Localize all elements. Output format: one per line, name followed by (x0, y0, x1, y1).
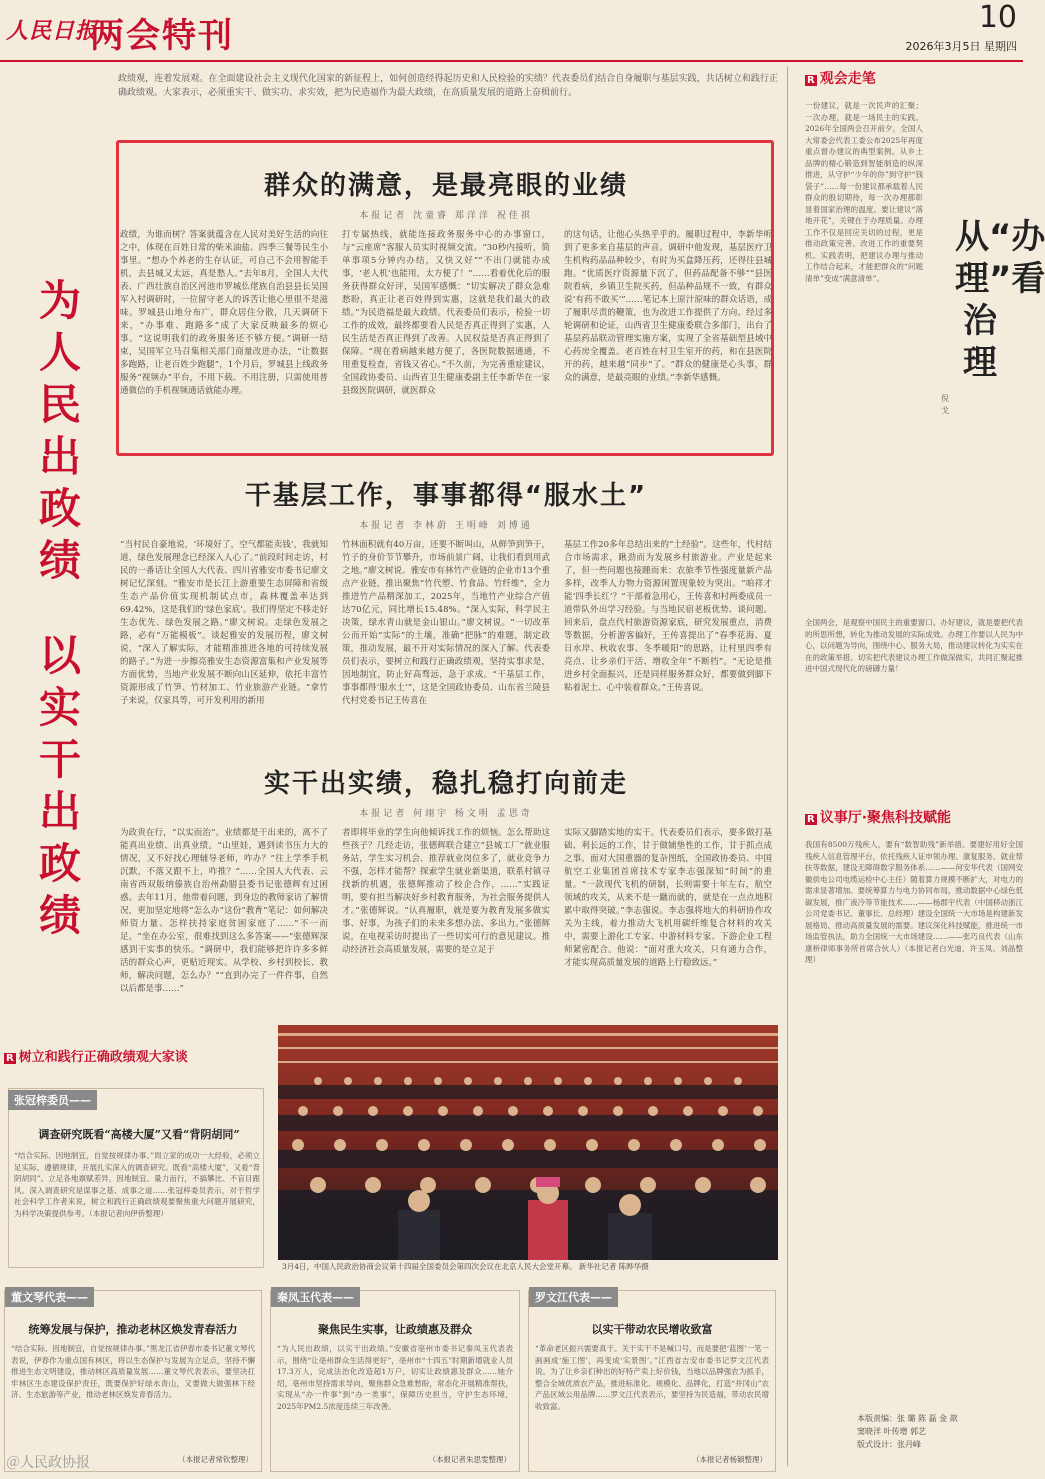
section-header: R 观会走笔 (807, 71, 876, 87)
page-number: 10 (978, 0, 1017, 35)
column-divider (787, 66, 788, 1466)
commentary-text: 一份建议，就是一次民声的汇聚；一次办理，就是一场民主的实践。2026年全国两会召开前夕，全国人大常委会代表工委公布2025年再度重点督办建议的典型案例。从乡土品牌的精心锻造到智能制造的纵深推进，从守护“少年的你”到守护“钱袋子”……每一份建议都承载着人民群众的殷切期待，每一次办理都彰显着国家治理的温度。要让建议“落地开花”，关键在于办理质量。办理工作不仅是回应关切的过程，更是推动政策完善、改进工作的重要契机。实践表明，把建议办理与推动工作结合起来，才能把群众的“问题清单”变成“满意清单”。 (805, 101, 923, 283)
editor-credits: 本版责编：张 璐 陈 磊 金 歆 窦晓洋 叶传增 郭艺 版式设计：张丹峰 (857, 1414, 958, 1449)
article-3 (120, 763, 772, 1023)
yishi-section (805, 807, 1023, 966)
bottom-box-1 (4, 1290, 262, 1472)
article-byline: 本报记者 何翊宇 杨文明 孟思奇 (359, 809, 533, 819)
article-byline: 本报记者 沈童睿 郑洋洋 祝佳祺 (359, 211, 533, 221)
bottom-box-2 (270, 1290, 520, 1472)
publication-date: 2026年3月5日 星期四 (905, 40, 1017, 53)
bottom-box-3 (528, 1290, 776, 1472)
newspaper-logo: 人民日报 (6, 18, 99, 44)
photo-caption: 3月4日，中国人民政治协商会议第十四届全国委员会第四次会议在北京人民大会堂开幕。 新华社记者 陈晔华摄 (282, 1262, 649, 1271)
representative-tab: 罗文江代表—— (529, 1287, 618, 1307)
section-mark-icon: R (807, 814, 815, 825)
article-title: 群众的满意，是最亮眼的业绩 (263, 171, 628, 201)
article-column: 的这句话，让他心头热乎乎的。履职过程中，李新华听到了更多来自基层的声音。调研中他发现，基层医疗卫生机构药品品种较少，有时为买盒降压药，还得往县城跑。“优质医疗资源量下沉了，但药品配备不够”“县医院看病，乡镇卫生院买药，但品种品规不一致，有群众说‘有药不敢买’”……笔记本上原汁原味的群众话语，成了履职尽责的鞭策，也为改进工作提供了方向。经过多轮调研和论证，山西省卫生健康委联合多部门，出台了基层药品联动管理实施方案，实现了全省基础型县域中心药房全覆盖。老百姓在村卫生室开的药，和在县医院开的药，越来越“同步”了。“群众的健康是心头事，群众的满意，是最亮眼的业绩。”李新华感慨。 (564, 230, 772, 383)
representative-tab: 秦凤玉代表—— (271, 1287, 360, 1307)
bottom-box-signature: （本报记者朱思雯整理） (428, 1455, 511, 1464)
bottom-box-title: 统筹发展与保护，推动老林区焕发青春活力 (28, 1323, 238, 1336)
bottom-box-title: 聚焦民生实事，让政绩惠及群众 (318, 1323, 472, 1336)
bottom-box-signature: （本报记者杨颖整理） (692, 1455, 767, 1464)
side-discussion-box (4, 1046, 272, 1274)
article-column: 实际又脚踏实地的实干。代表委员们表示，要多做打基础、利长远的工作，甘于做铺垫性的工作，甘于抓点成之事。面对大国重器的复杂图纸，全国政协委员、中国航空工业集团首席技术专家李志强深知“时间”的重量。“一款现代飞机的研制，长则需要十年左右，航空领域的攻关，从来不是一蹴而就的，就是在一点点地积累中取得突破。”李志强说。李志强将地大的科研协作攻关为主线，着力推动大飞机用碳纤维复合材料的攻关中，需要上游化工专家、中游材料专家、下游企业工程师紧密配合。他说：“面对重大攻关，只有通力合作，才能实现高质量发展的道路上行稳致远。” (564, 828, 772, 968)
vertical-title-1: 为人民出政绩 (38, 276, 81, 585)
section-mark-icon: R (6, 1053, 14, 1064)
commentary-section (805, 68, 1045, 415)
bottom-box-signature: （本报记者常钦整理） (178, 1455, 253, 1464)
bottom-box-text: “革命老区振兴需要真干。关干实干不是喊口号，而是要把‘蓝图’一笔一画画成‘施工图’，再变成‘实景图’。”江西省吉安市委书记罗文江代表说。为了让乡亲们种出的好特产卖上好价钱，当地以品牌强农为抓手，整合全域优质农产品，推进标准化、规模化、品牌化，打造“井冈山”农产品区域公用品牌……罗文江代表表示，要坚持为民造福，带动农民增收致富。 (535, 1344, 769, 1411)
article-column: 竹林面积就有40万亩，还要不断叫山，从鲜笋到笋干，竹子的身价节节攀升，市场前景广阔，让我们看到用武之地。”廖文树说。雅安市有林竹产业链的企业市13个重点产业链，推出聚焦“竹代塑、竹食品、竹纤维”，全力推进竹产品精深加工，2025年，当地竹产业综合产值达70亿元，同比增长15.48%。“深入实际，科学民主决策，绿水青山就是金山银山。”廖文树说。“一切改革公而开始“实际”的土壤，准确“把脉”的难题，制定政策，推动发展，最不开对实际情况的深入了解。代表委员们表示，要树立和践行正确政绩观，坚持实事求是，因地制宜，防止好高骛远，急于求成。“干基层工作，事事都得‘服水土’”，这是全国政协委员、山东省兰陵县代村党委书记王传喜在 (342, 540, 550, 706)
article-column: 基层工作20多年总结出来的“土经验”。这些年，代村结合市场需求，瞅劲而为发展乡村旅游业。产业是起来了，但一些问题也接踵而来：农旅季节性强度量新产品多样，改季人力物力资源闲置现象较为突出。“咱祥才能‘四季长红’？”干部着急用心，王传喜和村两委成员一道带队外出学习经验。与当地民宿老板优势、谈问题。回来后，盘点代村旅游资源家底，研究发展重点，消费等数据，分析游客偏好，王传喜提出了“春季花海、夏日水岸、秋收农事、冬季暖阳”的思路，让村里四季有亮点、让乡亲们干活、增收全年“不断档”。“无论是推进乡村全面振兴，还是同样服务群众好，都要做到脚下粘着泥土、心中装着群众。”王传喜说。 (564, 540, 772, 693)
news-photo (278, 1025, 778, 1260)
article-title: 实干出实绩，稳扎稳打向前走 (263, 769, 628, 799)
assembly-photo-image (278, 1025, 778, 1260)
watermark: ＠人民政协报 (6, 1455, 90, 1471)
yishi-text: 我国有8500万残疾人，要有“数智助残”新举措。要建好用好全国残疾人信息管理平台，依托残疾人证申领办理、康复服务、就业帮扶等数据，建设无障碍数字服务体系……——何安华代表（国网安徽供电公司电缆运检中心主任）随着算力规模不断扩大，对电力的需求显著增加。要统筹算力与电力协同布局，推动数据中心绿色低碳发展，推广液冷等节能技术……——杨郡宇代表（中国移动浙江公司党委书记、董事长、总经理）建设全国统一大市场是构建新发展格局、推动高质量发展的需要。建议深化科技赋能，推进统一市场监管执法，助力全国统一大市场建设……——张巧良代表（山东康桥律师事务所首席合伙人）（本报记者白光迪、许玉凤、刘晶整理） (805, 840, 1023, 964)
lead-paragraph: 政绩观，连着发展观。在全面建设社会主义现代化国家的新征程上，如何创造经得起历史和人民检验的实绩？代表委员们结合自身履职与基层实践，共话树立和践行正确政绩观。大家表示，必须重实干、做实功、求实效，把为民造福作为最大政绩，在高质量发展的道路上奋楫前行。 (118, 74, 778, 98)
representative-tab: 董文琴代表—— (5, 1287, 94, 1307)
article-column: 打专属热线，就能连接政务服务中心的办事窗口，与“云座席”客服人员实时视频交流。“30秒内接听，简单事项5分钟内办结，又快又好”“不出门就能办成事，‘老人机’也能用，太方便了！”……看着优化后的服务获得群众好评，吴国军感慨：“切实解决了群众急难愁盼，真正让老百姓得到实惠，这就是我们最大的政绩。”为民造福是最大政绩。代表委员们表示，检验一切工作的成效，最终都要看人民是否真正得到了实惠，人民生活是否真正得到了改善。人民权益是否真正得到了保障。“现在看病越来越方便了，各医院数据通通，不用重复检查，省钱又省心。”不久前，为完善重症建议，全国政协委员、山西省卫生健康委副主任李新华在一家县级医院调研，就医群众 (342, 230, 550, 396)
article-byline: 本报记者 李林蔚 王明峰 刘博通 (359, 521, 533, 531)
section-header: R 议事厅·聚焦科技赋能 (807, 810, 952, 826)
representative-tab: 张冠梓委员—— (8, 1090, 97, 1110)
article-title: 干基层工作，事事都得“服水土” (244, 481, 648, 511)
right-column (797, 62, 1045, 1479)
special-edition-title: 两会特刊 (90, 16, 234, 56)
bottom-box-text: “结合实际、因地制宜，自觉按规律办事。”黑龙江省伊春市委书记董文琴代表说，伊春作为重点国有林区，将以生态保护与发展为立足点，坚持不懈推进生态文明建设，推动林区高质量发展……董文琴代表表示，要坚决扛牢林区生态建设保护责任，既要保护好绿水青山，又要做大做强林下经济、生态旅游等产业，推动老林区焕发青春活力。 (11, 1344, 255, 1399)
bottom-box-title: 以实干带动农民增收致富 (591, 1323, 713, 1336)
commentary-author: 倪 戈 (941, 394, 949, 415)
article-1 (120, 165, 772, 450)
article-2 (120, 475, 772, 745)
section-mark-icon: R (807, 75, 815, 86)
article-column: 为政贵在行，“以实而治”。业绩都是干出来的，离不了能真出业绩、出真业绩。“山里娃，遇到读书压力大的情况，又不好找心理辅导老师，咋办？”往上学季手机沉默，不落又跟不上，咋推？“……全国人大代表、云南省西双版纳傣族自治州勐腊县委书记张德辉有过困惑。去年11月，他带着问题，到身边的教师家访了解情况，更加坚定地将“怎么办”这份“教育”笔记：如何解决师资力量、怎样扶持家庭贫困家庭了……”不一而足。“坐在办公室，很难找到这么多答案——”张德辉深感到干实事的快乐。“调研中，我们能够把许许多多鲜活的群众心声，更贴近现实。从学校、乡村到校长、教师，解决问题，怎么办？”“直到办完了一件件事，自然以后都是事……” (120, 828, 328, 994)
side-box-text: “结合实际、因地制宜，自觉按规律办事。”周立家的成功一大经验，必须立足实际、遵循规律，开展扎实深入的调查研究。既看“高楼大厦”，又看“背阴胡同”。立足各地禀赋差异，因地制宜、量力而行，不搞攀比、不盲目跟风。深入调查研究是谋事之基、成事之道……张冠梓委员表示，对于哲学社会科学工作者来说，树立和践行正确政绩观要聚焦重大问题开展研究，为科学决策提供参考。（本报记者向伊侨整理） (14, 1151, 260, 1218)
bottom-box-text: “为人民出政绩，以实干出政绩。”安徽省亳州市委书记秦凤玉代表表示，围绕“让亳州群众生活得更好”，亳州市“十四五”时期新增就业人员17.3万人，完成法治化改造超1万户，切实让政绩惠及群众……她介绍，亳州市坚持需求导向，聚焦群众急难愁盼，常态化开展精准帮扶，实现从“办一件事”到“办一类事”，保障历史担当，守护生态环境，2025年PM2.5浓度连续三年改善。 (277, 1344, 513, 1411)
commentary-title: 从“办理”看治理 (955, 217, 1045, 383)
section-header: R 树立和践行正确政绩观大家谈 (6, 1050, 188, 1065)
article-column: “当村民自豪地说，‘环境好了，空气都能卖钱’，我就知道，绿色发展理念已经深入人心了。”前段时间走访，村民的一番话让全国人大代表、四川省雅安市委书记廖文树记忆深刻。“雅安市是长江上游重要生态屏障和省级生态产品价值实现机制试点市，森林覆盖率达到69.42%，这是我们的‘绿色家底’。我们得坚定不移走好生态优先、绿色发展之路。”廖文树说。走绿色发展之路，必有“万能模板”。谈起雅安的发展历程，廖文树说，“深入了解实际，才能精准推进各地的可持续发展的路子。”为进一步擦亮雅安生态资源富集和产业发展等方面优势，当地产业发展不断向山区延伸，依托丰富竹资源形成了竹笋、竹材加工、竹业旅游产业链。“拿竹子来说，仅家具等，可开发利用的新用 (120, 540, 328, 706)
commentary-text-wide: 全国两会，是观察中国民主的重要窗口。办好建议，就是要把代表的所思所想，转化为推动发展的实际成效。办理工作要以人民为中心，以问题为导向，围绕中心、服务大局，推动建议转化为实实在在的政策举措。切实把代表建议办理工作做深做实，共同汇聚起推进中国式现代化的磅礴力量！ (805, 618, 1023, 673)
article-column: 政绩，为谁而树？答案就蕴含在人民对美好生活的向往之中，体现在百姓日常的柴米油盐、四季三餐等民生小事里。“想办个养老的生存认证，可自己不会用智能手机，去县城又太远，真是愁人。”去年8月，全国人大代表、广西壮族自治区河池市罗城仫佬族自治县县长吴国军入村调研时，一位留守老人的诉苦让他心里很不是滋味。罗城县山地分布广，群众居住分散，几天调研下来，“办事难、跑路多”成了大家反映最多的烦心事。“这说明我们的政务服务还不够方便。”调研一结束，吴国军立马召集相关部门商量改进办法，“让数据多跑路，让老百姓少跑腿”，1个月后，罗城县上线政务服务“视频办”平台，不用下载、不用注册，只需使用普通微信的手机视频通话就能办理。 (120, 230, 328, 396)
side-box-title: 调查研究既看“高楼大厦”又看“背阴胡同” (38, 1128, 240, 1141)
vertical-title-2: 以实干出政绩 (38, 631, 81, 940)
article-column: 者即将毕业的学生向他倾诉找工作的烦恼。怎么帮助这些孩子？几经走访，张德辉联合建立“县城工厂”就业服务站，学生实习机会、推荐就业岗位多了，就业竞争力不强，怎样才能帮？探索学生就业新渠道，联系村镇寻找新的机遇，张德辉推动了校企合作，……“实践证明，要有担当解决好乡村教育服务，为社会服务提供人才。”张德辉说。“认真履职，就是要为教育发展多做实事、好事，为孩子们的未来多想办法、多出力。”张德辉说，在电视采访时提出了一些切实可行的意见建议。推动经济社会高质量发展，需要的是立足于 (342, 828, 550, 955)
masthead (0, 0, 1023, 62)
